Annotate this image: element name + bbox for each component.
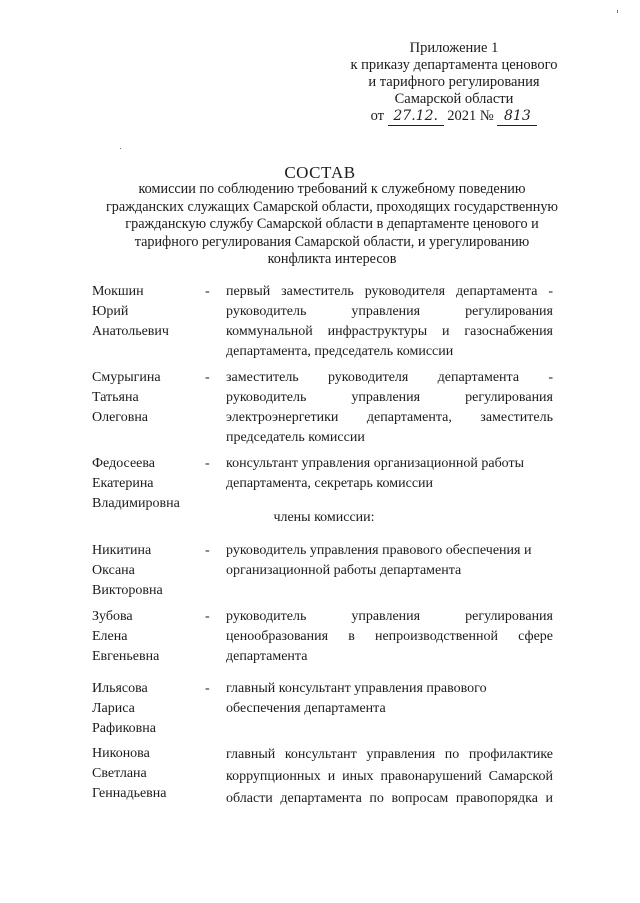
- dash-separator: -: [205, 543, 210, 558]
- first-name: Екатерина: [92, 476, 154, 491]
- appendix-line: и тарифного регулирования: [368, 74, 540, 90]
- member-role: первый заместитель руководителя департамента - руководитель управления регулирования коммунальной инфраструктуры и газоснабжения департамента, председатель комиссии: [226, 284, 553, 359]
- member-name: [92, 282, 202, 342]
- member-name: [92, 368, 202, 428]
- appendix-line: Самарской области: [394, 91, 514, 107]
- member-role: заместитель руководителя департамента - руководитель управления регулирования электроэнергетики департамента, заместитель председатель комиссии: [226, 370, 553, 445]
- scan-speck: [120, 148, 121, 149]
- appendix-line: к приказу департамента ценового: [350, 57, 558, 73]
- date-day-field: [388, 108, 444, 126]
- dash-separator: -: [205, 681, 210, 696]
- scan-speck: [617, 10, 618, 13]
- first-name: Елена: [92, 629, 128, 644]
- member-name: [92, 679, 202, 739]
- patronymic: Евгеньевна: [92, 649, 160, 664]
- order-date-line: [318, 108, 590, 126]
- appendix-header: [318, 40, 590, 126]
- subtitle-line: комиссии по соблюдению требований к служебному поведению: [138, 181, 526, 197]
- date-day-handwritten: 27.12.: [393, 108, 438, 124]
- member-name: [92, 454, 202, 514]
- member-name: [92, 607, 202, 667]
- member-name: [92, 541, 202, 601]
- date-prefix: от: [370, 108, 385, 124]
- date-year: 2021 №: [447, 108, 494, 124]
- first-name: Светлана: [92, 766, 147, 781]
- member-role: главный консультант управления правового обеспечения департамента: [226, 681, 487, 716]
- member-role: главный консультант управления по профилактике коррупционных и иных правонарушений Самарской области департамента по вопросам правопорядка и: [226, 747, 553, 806]
- patronymic: Олеговна: [92, 410, 149, 425]
- patronymic: Рафиковна: [92, 721, 156, 736]
- surname: Никонова: [92, 746, 150, 761]
- document-subtitle: [72, 181, 592, 269]
- member-role: консультант управления организационной работы департамента, секретарь комиссии: [226, 456, 525, 491]
- surname: Федосеева: [92, 456, 156, 471]
- first-name: Татьяна: [92, 390, 139, 405]
- document-title: СОСТАВ: [284, 163, 356, 182]
- appendix-line: Приложение 1: [409, 40, 499, 56]
- surname: Зубова: [92, 609, 133, 624]
- first-name: Оксана: [92, 563, 135, 578]
- dash-separator: -: [205, 609, 210, 624]
- order-number-handwritten: 813: [504, 108, 531, 124]
- dash-separator: -: [205, 370, 210, 385]
- subtitle-line: тарифного регулирования Самарской области, и урегулированию: [134, 233, 530, 250]
- dash-separator: -: [205, 284, 210, 299]
- subtitle-line: конфликта интересов: [267, 251, 397, 268]
- surname: Никитина: [92, 543, 152, 558]
- order-number-field: [497, 108, 537, 126]
- first-name: Юрий: [92, 304, 129, 319]
- member-name: [92, 744, 202, 804]
- member-role: руководитель управления правового обеспечения и организационной работы департамента: [226, 543, 532, 578]
- subtitle-line: гражданских служащих Самарской области, проходящих государственную: [105, 198, 559, 215]
- dash-separator: -: [205, 456, 210, 471]
- surname: Ильясова: [92, 681, 148, 696]
- surname: Мокшин: [92, 284, 144, 299]
- patronymic: Геннадьевна: [92, 786, 167, 801]
- first-name: Лариса: [92, 701, 135, 716]
- patronymic: Анатольевич: [92, 324, 169, 339]
- patronymic: Владимировна: [92, 496, 180, 511]
- patronymic: Викторовна: [92, 583, 163, 598]
- member-role: руководитель управления регулирования ценообразования в непроизводственной сфере департамента: [226, 609, 553, 664]
- subtitle-line: гражданскую службу Самарской области в департаменте ценового и: [125, 216, 539, 233]
- section-members-heading: члены комиссии:: [273, 510, 375, 525]
- surname: Смурыгина: [92, 370, 161, 385]
